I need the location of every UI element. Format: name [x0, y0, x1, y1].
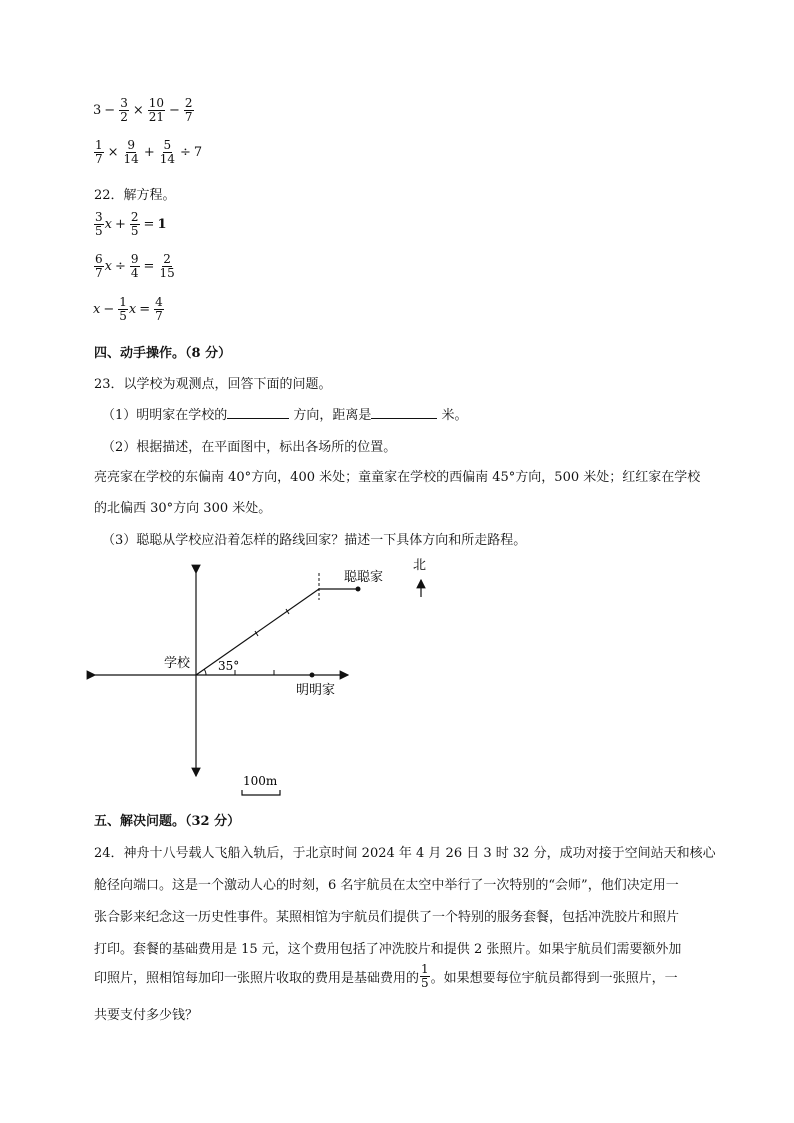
fraction: $\frac{3}{2}$ [120, 96, 128, 124]
question-23-desc-line-2: 的北偏西 30°方向 300 米处。 [94, 501, 272, 516]
text: 米。 [437, 408, 468, 423]
calc-expression-1 [93, 97, 195, 124]
mingming-home-point [310, 673, 315, 678]
text: 方向，距离是 [289, 408, 372, 423]
text: （1）明明家在学校的 [102, 408, 228, 423]
question-23-part-1 [102, 404, 468, 423]
fraction: $\frac{3}{5}$ [95, 210, 103, 238]
operator: − [169, 103, 180, 118]
question-24-line-6: 共要支付多少钱？ [94, 1008, 199, 1023]
question-23-desc-line-1: 亮亮家在学校的东偏南 40°方向，400 米处；童童家在学校的西偏南 45°方向，500 米处；红红家在学校 [94, 470, 701, 485]
angle-label: 35° [218, 659, 240, 673]
operator: = [143, 217, 155, 232]
fraction: $\frac{4}{7}$ [155, 295, 163, 323]
fraction: $\frac{2}{5}$ [130, 210, 139, 238]
calc-expression-2 [93, 139, 202, 166]
school-label: 学校 [164, 656, 191, 671]
fraction: $\frac{1}{5}$ [119, 295, 127, 323]
location-map [0, 552, 794, 802]
fraction: $\frac{1}{5}$ [421, 962, 429, 990]
operator: × [107, 145, 119, 160]
fraction: $\frac{6}{7}$ [95, 252, 103, 280]
question-24-line-5 [94, 963, 678, 990]
operator: ÷ [114, 259, 126, 274]
question-24-line-3: 张合影来纪念这一历史性事件。某照相馆为宇航员们提供了一个特别的服务套餐，包括冲洗胶片和照片 [94, 910, 680, 925]
question-24-line-4: 打印。套餐的基础费用是 15 元，这个费用包括了冲洗胶片和提供 2 张照片。如果宇航员们需要额外加 [94, 942, 682, 957]
question-23-part-3: （3）聪聪从学校应沿着怎样的路线回家？描述一下具体方向和所走路程。 [102, 533, 527, 548]
variable: x [128, 302, 137, 317]
question-24-line-2: 舱径向端口。这是一个激动人心的时刻，6 名宇航员在太空中举行了一次特别的“会师”，他们决定用一 [94, 878, 679, 893]
fraction: $\frac{1}{7}$ [95, 138, 103, 166]
question-23-part-2: （2）根据描述，在平面图中，标出各场所的位置。 [102, 440, 397, 455]
congcong-home-point [356, 587, 361, 592]
question-24-line-1: 24．神舟十八号载人飞船入轨后，于北京时间 2024 年 4 月 26 日 3 时 32 分，成功对接于空间站天和核心 [94, 846, 716, 861]
equation-2 [93, 253, 177, 280]
operator: × [132, 103, 144, 118]
fraction: $\frac{2}{15}$ [159, 252, 175, 280]
number: 3 [93, 103, 102, 118]
variable: x [104, 259, 112, 274]
question-22-title: 22．解方程。 [94, 188, 176, 203]
section-5-title: 五、解决问题。（32 分） [94, 814, 241, 829]
text: 印照片，照相馆每加印一张照片收取的费用是基础费用的 [94, 971, 420, 986]
scale-label: 100m [243, 774, 278, 788]
fraction: $\frac{5}{14}$ [159, 138, 176, 166]
variable: x [104, 217, 112, 232]
path-to-congcong [196, 589, 319, 675]
north-label: 北 [413, 558, 427, 573]
variable: x [93, 302, 101, 317]
equation-1 [93, 211, 166, 238]
number: 7 [193, 145, 203, 160]
question-23-title: 23．以学校为观测点，回答下面的问题。 [94, 377, 332, 392]
fraction: $\frac{9}{14}$ [123, 138, 139, 166]
text: 。如果想要每位宇航员都得到一张照片，一 [430, 971, 678, 986]
operator: − [104, 103, 116, 118]
section-4-title: 四、动手操作。（8 分） [94, 346, 232, 361]
operator: = [139, 302, 151, 317]
answer-blank-direction[interactable] [227, 406, 289, 419]
answer-blank-distance[interactable] [371, 406, 437, 419]
fraction: $\frac{9}{4}$ [130, 252, 139, 280]
scale-bar [242, 790, 280, 795]
operator: + [114, 217, 126, 232]
fraction: $\frac{2}{7}$ [184, 96, 193, 124]
operator: − [103, 302, 115, 317]
operator: ÷ [180, 145, 191, 160]
fraction: $\frac{10}{21}$ [148, 96, 165, 124]
operator: + [143, 145, 155, 160]
number: 1 [157, 217, 167, 232]
mingming-label: 明明家 [296, 683, 336, 698]
angle-arc [204, 669, 206, 675]
congcong-label: 聪聪家 [344, 570, 384, 585]
equation-3 [93, 296, 165, 323]
operator: = [143, 259, 155, 274]
